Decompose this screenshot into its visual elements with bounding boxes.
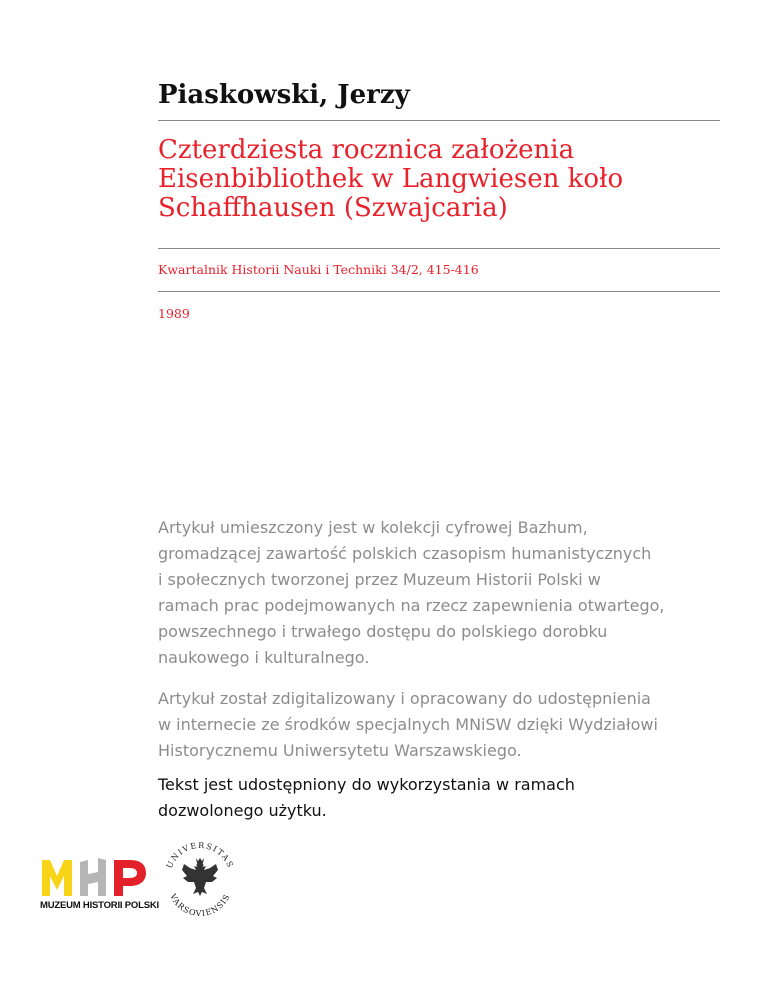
text-line: gromadzącej zawartość polskich czasopism humanistycznych: [158, 544, 652, 563]
mhp-logo-yellow-m: [42, 860, 72, 896]
seal-top-text: UNIVERSITAS: [164, 840, 236, 870]
text-line: powszechnego i trwałego dostępu do polskiego dorobku: [158, 622, 608, 641]
journal-citation: Kwartalnik Historii Nauki i Techniki 34/2, 415-416: [158, 262, 479, 277]
digitization-notice: [158, 686, 738, 764]
divider-middle: [158, 248, 720, 249]
mhp-logo-gray-h: [80, 858, 106, 896]
text-line: Artykuł został zdigitalizowany i opracowany do udostępnienia: [158, 689, 651, 708]
divider-top: [158, 120, 720, 121]
mhp-logo-name: MUZEUM HISTORII POLSKI: [40, 900, 159, 911]
text-line: i społecznych tworzonej przez Muzeum Historii Polski w: [158, 570, 601, 589]
publication-year: 1989: [158, 306, 190, 321]
collection-notice: [158, 515, 738, 671]
article-title: [158, 136, 720, 223]
usage-notice: [158, 772, 738, 824]
title-line: Eisenbibliothek w Langwiesen koło: [158, 164, 624, 194]
text-line: Tekst jest udostępniony do wykorzystania w ramach: [158, 775, 575, 794]
text-line: dozwolonego użytku.: [158, 801, 327, 820]
mhp-logo-red-p: [114, 860, 146, 896]
author-name: Piaskowski, Jerzy: [158, 80, 410, 110]
text-line: w internecie ze środków specjalnych MNiSW dzięki Wydziałowi: [158, 715, 658, 734]
seal-bottom-text: VARSOVIENSIS: [168, 892, 232, 919]
title-line: Czterdziesta rocznica założenia: [158, 135, 575, 165]
university-seal-logo: [160, 832, 240, 924]
eagle-emblem-icon: [182, 858, 218, 896]
divider-bottom: [158, 291, 720, 292]
title-line: Schaffhausen (Szwajcaria): [158, 193, 508, 223]
text-line: ramach prac podejmowanych na rzecz zapewnienia otwartego,: [158, 596, 665, 615]
text-line: naukowego i kulturalnego.: [158, 648, 370, 667]
text-line: Artykuł umieszczony jest w kolekcji cyfrowej Bazhum,: [158, 518, 588, 537]
text-line: Historycznemu Uniwersytetu Warszawskiego.: [158, 741, 522, 760]
